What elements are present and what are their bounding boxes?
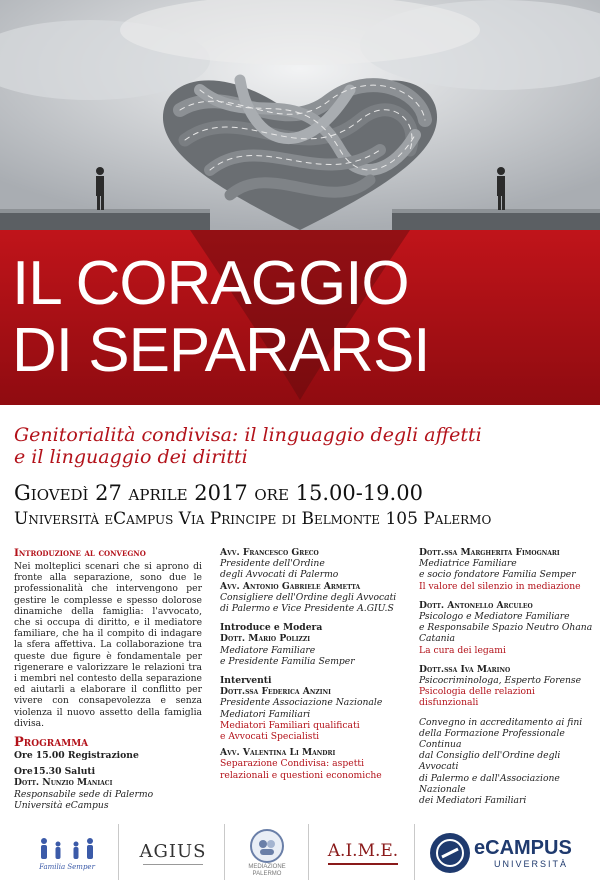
column-intro bbox=[14, 547, 202, 811]
speaker-name: Dott.ssa Iva Marino bbox=[419, 663, 511, 675]
column-speakers-1 bbox=[220, 547, 408, 781]
talk-title: e Avvocati Specialisti bbox=[220, 731, 320, 743]
speaker-name: Avv. Valentina Li Mandri bbox=[220, 747, 336, 759]
speaker-name: Dott.ssa Margherita Fimognari bbox=[419, 547, 560, 558]
program-heading: Programma bbox=[14, 735, 89, 751]
subtitle-line1: Genitorialità condivisa: il linguaggio degli affetti bbox=[14, 424, 482, 446]
moderator-role: e Presidente Familia Semper bbox=[220, 655, 355, 667]
ecampus-sublabel: UNIVERSITÀ bbox=[494, 859, 569, 869]
logo-separator bbox=[224, 824, 225, 880]
speaker-name: Avv. Antonio Gabriele Armetta bbox=[220, 580, 361, 592]
registration-time: Ore 15.00 Registrazione bbox=[14, 750, 139, 762]
moderator-role: Mediatore Familiare bbox=[220, 644, 316, 656]
logo-separator bbox=[414, 824, 415, 880]
speaker-name: Dott. Antonello Arculeo bbox=[419, 599, 533, 611]
agius-label: AGIUS bbox=[139, 841, 207, 862]
ecampus-icon bbox=[429, 832, 471, 874]
speaker-role: Mediatrice Familiare bbox=[419, 558, 517, 570]
speaker-role: e socio fondatore Familia Semper bbox=[419, 569, 576, 581]
talk-title: Psicologia delle relazioni disfunzionali bbox=[419, 686, 535, 709]
event-venue: Università eCampus Via Principe di Belmonte 105 Palermo bbox=[14, 509, 492, 529]
familia-semper-logo bbox=[22, 824, 112, 882]
aime-logo bbox=[318, 824, 408, 882]
talk-title: Mediatori Familiari qualificati bbox=[220, 719, 360, 731]
column-speakers-2 bbox=[419, 547, 594, 806]
logo-separator bbox=[308, 824, 309, 880]
poster-subtitle bbox=[14, 424, 594, 468]
moderator-heading: Introduce e Modera bbox=[220, 622, 323, 634]
talk-title: relazionali e questioni economiche bbox=[220, 769, 382, 781]
agius-logo bbox=[128, 824, 218, 882]
event-date: Giovedì 27 aprile 2017 ore 15.00-19.00 bbox=[14, 481, 423, 505]
accreditation-note: dei Mediatori Familiari bbox=[419, 795, 527, 807]
speaker-role: Consigliere dell'Ordine degli Avvocati bbox=[220, 591, 397, 603]
greetings-time: Ore15.30 Saluti bbox=[14, 766, 96, 778]
speaker-role: degli Avvocati di Palermo bbox=[220, 569, 339, 581]
intro-text: Nei molteplici scenari che si aprono di fronte alla separazione, sono due le professionalità che intervengono per gestire le complesse e spesso dolorose dinamiche della famiglia: l'avvocato, che si occupa di diritto, e il mediatore familiare, che ha il compito di indagare la sfera affettiva. La collaborazione tra queste due figure è fondamentale per rigenerare e valorizzare le relazioni tra i membri nel contesto della separazione ed aiutarli a elaborare il conflitto per vivere con consapevolezza e senza violenza il nuovo assetto della famiglia divisa. bbox=[14, 561, 202, 729]
mediazione-line1: MEDIAZIONE bbox=[248, 864, 286, 870]
speaker-role: Psicologo e Mediatore Familiare bbox=[419, 611, 570, 623]
interventi-heading: Interventi bbox=[220, 675, 272, 687]
accreditation-note: di Palermo e dall'Associazione Nazionale bbox=[419, 772, 560, 795]
talk-title: La cura dei legami bbox=[419, 644, 506, 656]
familia-semper-label: Familia Semper bbox=[39, 863, 95, 871]
speaker-name: Avv. Francesco Greco bbox=[220, 547, 319, 558]
subtitle-line2: e il linguaggio dei diritti bbox=[14, 446, 248, 468]
aime-label: A.I.M.E. bbox=[327, 841, 399, 861]
agius-underline bbox=[143, 864, 203, 865]
speaker-role: Responsabile sede di Palermo bbox=[14, 788, 154, 800]
mediazione-line2: PALERMO bbox=[252, 871, 282, 877]
ecampus-logo bbox=[474, 824, 590, 882]
speaker-role: Mediatori Familiari bbox=[220, 708, 311, 720]
speaker-role: Presidente dell'Ordine bbox=[220, 558, 325, 570]
hero-image bbox=[0, 0, 600, 230]
accreditation-note: dal Consiglio dell'Ordine degli Avvocati bbox=[419, 750, 561, 773]
ecampus-label: eCAMPUS bbox=[474, 837, 572, 859]
talk-title: Il valore del silenzio in mediazione bbox=[419, 580, 581, 592]
accreditation-note: della Formazione Professionale Continua bbox=[419, 727, 565, 751]
moderator-name: Dott. Mario Polizzi bbox=[220, 633, 311, 645]
logo-separator bbox=[118, 824, 119, 880]
divider bbox=[0, 405, 600, 411]
speaker-affiliation: Università eCampus bbox=[14, 799, 109, 811]
aime-underline bbox=[328, 863, 398, 865]
speaker-name: Dott. Nunzio Maniaci bbox=[14, 777, 113, 789]
mediazione-palermo-logo bbox=[232, 824, 302, 882]
family-icon bbox=[32, 835, 102, 863]
speaker-name: Dott.ssa Federica Anzini bbox=[220, 686, 331, 698]
intro-heading: Introduzione al convegno bbox=[14, 547, 146, 559]
road-heart-illustration bbox=[0, 0, 600, 230]
mediazione-icon bbox=[249, 828, 285, 864]
ecampus-emblem bbox=[428, 824, 472, 882]
speaker-role: e Responsabile Spazio Neutro Ohana Catania bbox=[419, 622, 593, 645]
poster-title-line1: IL CORAGGIO bbox=[12, 249, 409, 318]
sponsor-logos bbox=[0, 816, 600, 896]
accreditation-note: Convegno in accreditamento ai fini bbox=[419, 716, 583, 728]
speaker-role: Presidente Associazione Nazionale bbox=[220, 697, 383, 709]
speaker-role: Psicocriminologa, Esperto Forense bbox=[419, 675, 582, 687]
speaker-role: di Palermo e Vice Presidente A.GIU.S bbox=[220, 603, 394, 615]
poster-title-line2: DI SEPARARSI bbox=[12, 316, 430, 385]
mediazione-label bbox=[248, 864, 285, 878]
talk-title: Separazione Condivisa: aspetti bbox=[220, 758, 365, 770]
